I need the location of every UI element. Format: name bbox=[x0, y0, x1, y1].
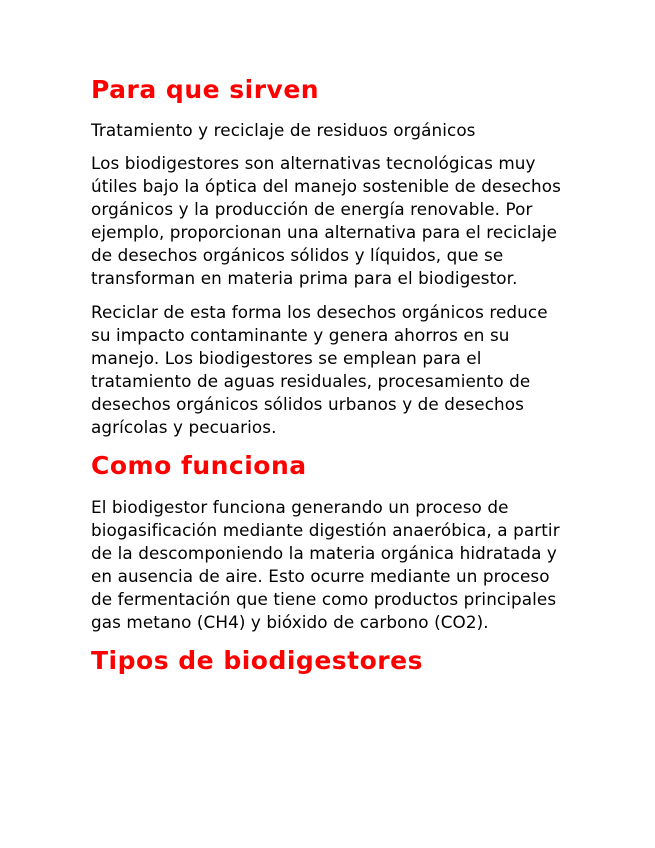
paragraph-biodigestor-funciona: El biodigestor funciona generando un proceso de biogasificación mediante digestión anaeróbica, a partir de la descomponiendo la materia orgánica hidratada y en ausencia de aire. Esto ocurre mediante un proceso de fermentación que tiene como productos principales gas metano (CH4) y bióxido de carbono (CO2). bbox=[91, 497, 560, 632]
section-heading-tipos-de-biodigestores: Tipos de biodigestores bbox=[91, 646, 423, 675]
section-heading-para-que-sirven: Para que sirven bbox=[91, 75, 320, 104]
paragraph-reciclar-desechos: Reciclar de esta forma los desechos orgánicos reduce su impacto contaminante y genera ahorros en su manejo. Los biodigestores se emplean para el tratamiento de aguas residuales, procesamiento de desechos orgánicos sólidos urbanos y de desechos agrícolas y pecuarios. bbox=[91, 302, 548, 437]
document-page bbox=[91, 74, 571, 677]
section-heading-como-funciona: Como funciona bbox=[91, 451, 307, 480]
section-subtitle: Tratamiento y reciclaje de residuos orgánicos bbox=[91, 120, 476, 140]
paragraph-biodigestores-alternativas: Los biodigestores son alternativas tecnológicas muy útiles bajo la óptica del manejo sostenible de desechos orgánicos y la producción de energía renovable. Por ejemplo, proporcionan una alternativa para el reciclaje de desechos orgánicos sólidos y líquidos, que se transforman en materia prima para el biodigestor. bbox=[91, 153, 561, 288]
